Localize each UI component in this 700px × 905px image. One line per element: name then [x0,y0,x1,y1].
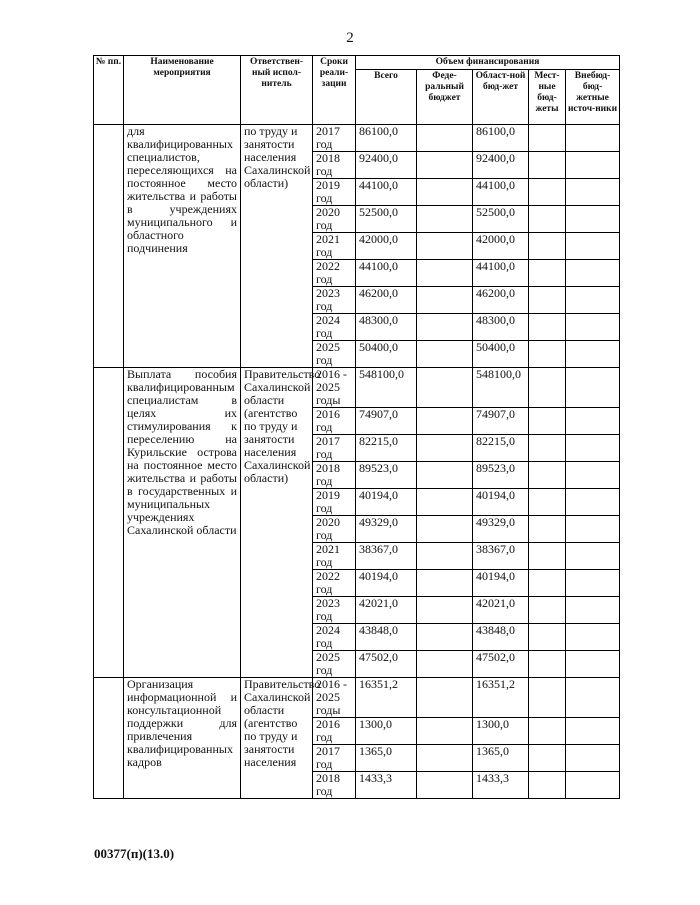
regional-cell: 47502,0 [473,651,529,678]
extra-cell [566,597,620,624]
total-cell: 52500,0 [356,206,417,233]
local-cell [529,260,566,287]
federal-cell [417,152,473,179]
table-body [94,125,620,799]
regional-cell: 1365,0 [473,745,529,772]
term-cell: 2017 год [313,745,356,772]
executor-cell: по труду и занятости населения Сахалинской области) [241,125,313,368]
regional-cell: 1300,0 [473,718,529,745]
term-cell: 2016 год [313,718,356,745]
extra-cell [566,408,620,435]
federal-cell [417,408,473,435]
federal-cell [417,543,473,570]
local-cell [529,206,566,233]
federal-cell [417,745,473,772]
header-regional: Област-ной бюд-жет [473,70,529,125]
local-cell [529,772,566,799]
extra-cell [566,152,620,179]
regional-cell: 92400,0 [473,152,529,179]
local-cell [529,543,566,570]
regional-cell: 50400,0 [473,341,529,368]
header-num: № пп. [94,56,124,125]
extra-cell [566,260,620,287]
regional-cell: 48300,0 [473,314,529,341]
total-cell: 44100,0 [356,260,417,287]
funding-table [93,55,620,799]
local-cell [529,179,566,206]
header-name: Наименование мероприятия [124,56,241,125]
local-cell [529,152,566,179]
executor-cell: Правительство Сахалинской области (агентство по труду и занятости населения [241,678,313,799]
local-cell [529,651,566,678]
term-cell: 2023 год [313,287,356,314]
extra-cell [566,179,620,206]
total-cell: 43848,0 [356,624,417,651]
regional-cell: 86100,0 [473,125,529,152]
local-cell [529,435,566,462]
regional-cell: 38367,0 [473,543,529,570]
regional-cell: 40194,0 [473,489,529,516]
extra-cell [566,233,620,260]
total-cell: 42021,0 [356,597,417,624]
extra-cell [566,462,620,489]
header-executor: Ответствен-ный испол-нитель [241,56,313,125]
term-cell: 2018 год [313,772,356,799]
header-terms: Сроки реали-зации [313,56,356,125]
header-extrabudget: Внебюд-бюд-жетные источ-ники [566,70,620,125]
total-cell: 40194,0 [356,489,417,516]
regional-cell: 548100,0 [473,368,529,408]
row-number-cell [94,368,124,678]
extra-cell [566,368,620,408]
local-cell [529,678,566,718]
term-cell: 2022 год [313,570,356,597]
extra-cell [566,651,620,678]
term-cell: 2016 - 2025 годы [313,368,356,408]
local-cell [529,570,566,597]
total-cell: 47502,0 [356,651,417,678]
total-cell: 48300,0 [356,314,417,341]
total-cell: 1300,0 [356,718,417,745]
total-cell: 89523,0 [356,462,417,489]
regional-cell: 49329,0 [473,516,529,543]
extra-cell [566,718,620,745]
regional-cell: 1433,3 [473,772,529,799]
federal-cell [417,651,473,678]
regional-cell: 16351,2 [473,678,529,718]
local-cell [529,233,566,260]
term-cell: 2024 год [313,314,356,341]
federal-cell [417,435,473,462]
extra-cell [566,125,620,152]
regional-cell: 46200,0 [473,287,529,314]
table-row [94,125,620,152]
document-code: 00377(п)(13.0) [94,846,175,861]
term-cell: 2017 год [313,125,356,152]
activity-name-cell: Выплата пособия квалифицированным специалистам в целях их стимулирования к переселению на Курильские острова на постоянное место жительства и работы в государственных и муниципальных учреждениях Сахалинской области [124,368,241,678]
extra-cell [566,287,620,314]
local-cell [529,624,566,651]
total-cell: 548100,0 [356,368,417,408]
local-cell [529,125,566,152]
total-cell: 1365,0 [356,745,417,772]
extra-cell [566,570,620,597]
total-cell: 42000,0 [356,233,417,260]
local-cell [529,462,566,489]
table-row [94,368,620,408]
local-cell [529,314,566,341]
regional-cell: 43848,0 [473,624,529,651]
total-cell: 92400,0 [356,152,417,179]
term-cell: 2016 год [313,408,356,435]
row-number-cell [94,678,124,799]
local-cell [529,408,566,435]
extra-cell [566,678,620,718]
regional-cell: 42021,0 [473,597,529,624]
header-funding: Объем финансирования [356,56,620,70]
activity-name-cell: для квалифицированных специалистов, переселяющихся на постоянное место жительства и работы в учреждениях муниципального и областного подчинения [124,125,241,368]
total-cell: 40194,0 [356,570,417,597]
extra-cell [566,489,620,516]
page-number: 2 [346,30,354,46]
federal-cell [417,489,473,516]
term-cell: 2025 год [313,651,356,678]
local-cell [529,718,566,745]
federal-cell [417,233,473,260]
extra-cell [566,516,620,543]
regional-cell: 44100,0 [473,179,529,206]
extra-cell [566,745,620,772]
federal-cell [417,260,473,287]
extra-cell [566,543,620,570]
term-cell: 2021 год [313,543,356,570]
federal-cell [417,570,473,597]
local-cell [529,341,566,368]
federal-cell [417,597,473,624]
federal-cell [417,179,473,206]
local-cell [529,489,566,516]
federal-cell [417,341,473,368]
federal-cell [417,125,473,152]
federal-cell [417,314,473,341]
term-cell: 2021 год [313,233,356,260]
federal-cell [417,718,473,745]
local-cell [529,745,566,772]
regional-cell: 74907,0 [473,408,529,435]
term-cell: 2017 год [313,435,356,462]
regional-cell: 89523,0 [473,462,529,489]
row-number-cell [94,125,124,368]
regional-cell: 44100,0 [473,260,529,287]
total-cell: 49329,0 [356,516,417,543]
regional-cell: 82215,0 [473,435,529,462]
term-cell: 2020 год [313,516,356,543]
federal-cell [417,462,473,489]
total-cell: 50400,0 [356,341,417,368]
term-cell: 2024 год [313,624,356,651]
federal-cell [417,287,473,314]
regional-cell: 42000,0 [473,233,529,260]
header-total: Всего [356,70,417,125]
term-cell: 2018 год [313,462,356,489]
term-cell: 2023 год [313,597,356,624]
extra-cell [566,341,620,368]
regional-cell: 40194,0 [473,570,529,597]
executor-cell: Правительство Сахалинской области (агентство по труду и занятости населения Сахалинской области) [241,368,313,678]
term-cell: 2022 год [313,260,356,287]
activity-name-cell: Организация информационной и консультационной поддержки для привлечения квалифицированных кадров [124,678,241,799]
term-cell: 2016 - 2025 годы [313,678,356,718]
total-cell: 44100,0 [356,179,417,206]
extra-cell [566,435,620,462]
table-row [94,678,620,718]
federal-cell [417,772,473,799]
extra-cell [566,314,620,341]
federal-cell [417,624,473,651]
federal-cell [417,678,473,718]
total-cell: 86100,0 [356,125,417,152]
extra-cell [566,206,620,233]
federal-cell [417,516,473,543]
local-cell [529,368,566,408]
extra-cell [566,772,620,799]
term-cell: 2019 год [313,179,356,206]
extra-cell [566,624,620,651]
total-cell: 1433,3 [356,772,417,799]
term-cell: 2019 год [313,489,356,516]
header-local: Мест-ные бюд-жеты [529,70,566,125]
regional-cell: 52500,0 [473,206,529,233]
total-cell: 82215,0 [356,435,417,462]
total-cell: 16351,2 [356,678,417,718]
total-cell: 46200,0 [356,287,417,314]
local-cell [529,287,566,314]
term-cell: 2020 год [313,206,356,233]
term-cell: 2025 год [313,341,356,368]
header-federal: Феде-ральный бюджет [417,70,473,125]
term-cell: 2018 год [313,152,356,179]
total-cell: 38367,0 [356,543,417,570]
local-cell [529,516,566,543]
local-cell [529,597,566,624]
federal-cell [417,368,473,408]
total-cell: 74907,0 [356,408,417,435]
federal-cell [417,206,473,233]
